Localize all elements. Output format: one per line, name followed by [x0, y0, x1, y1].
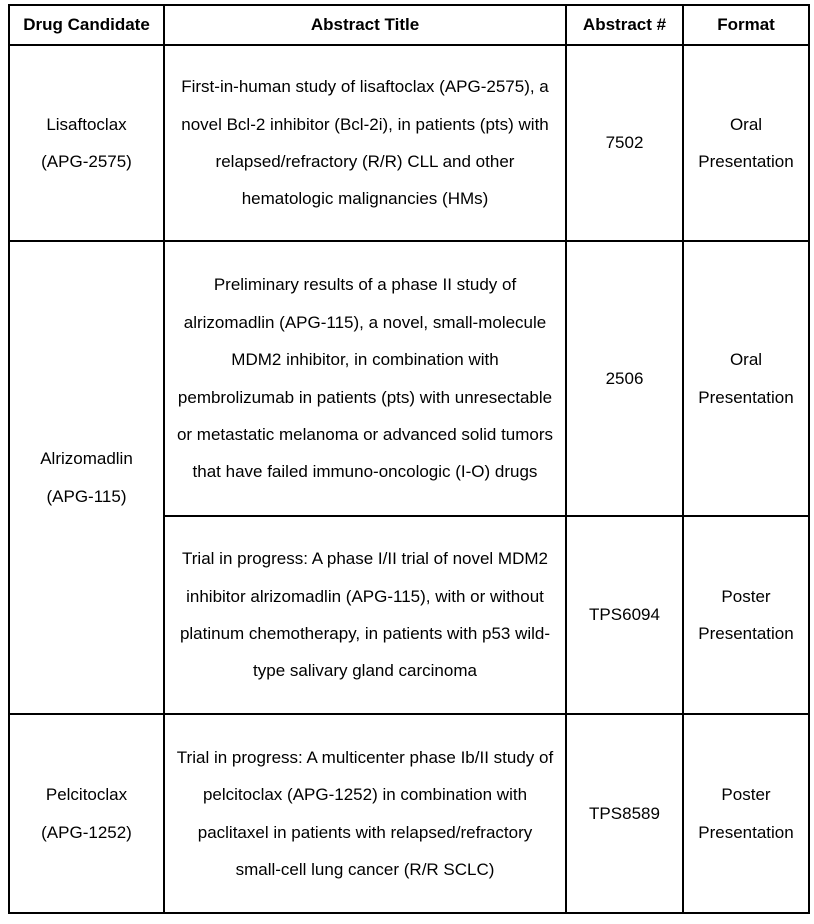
table-row	[9, 241, 809, 516]
abstract-number-cell: 2506	[566, 241, 683, 516]
format-cell: Oral Presentation	[683, 241, 809, 516]
abstract-title-cell: Trial in progress: A phase I/II trial of novel MDM2 inhibitor alrizomadlin (APG-115), with or without platinum chemotherapy, in patients with p53 wild-type salivary gland carcinoma	[164, 516, 566, 714]
table-row	[9, 45, 809, 241]
drug-candidate-cell	[9, 241, 164, 714]
drug-code: (APG-1252)	[41, 822, 132, 842]
header-row	[9, 5, 809, 45]
column-header-abstract-title: Abstract Title	[164, 5, 566, 45]
drug-code: (APG-115)	[46, 486, 127, 506]
drug-name: Lisaftoclax	[46, 114, 127, 134]
drug-name: Pelcitoclax	[45, 785, 128, 805]
column-header-abstract-number: Abstract #	[566, 5, 683, 45]
format-cell: Oral Presentation	[683, 45, 809, 241]
abstract-number-cell: 7502	[566, 45, 683, 241]
drug-name: Alrizomadlin	[40, 449, 133, 469]
abstract-number-cell: TPS6094	[566, 516, 683, 714]
abstract-number-cell: TPS8589	[566, 714, 683, 913]
abstract-title-cell: Trial in progress: A multicenter phase Ib/II study of pelcitoclax (APG-1252) in combination with paclitaxel in patients with relapsed/refractory small-cell lung cancer (R/R SCLC)	[164, 714, 566, 913]
drug-code: (APG-2575)	[41, 152, 132, 171]
abstract-title-cell: Preliminary results of a phase II study of alrizomadlin (APG-115), a novel, small-molecule MDM2 inhibitor, in combination with pembrolizumab in patients (pts) with unresectable or metastatic melanoma or advanced solid tumors that have failed immuno-oncologic (I-O) drugs	[164, 241, 566, 516]
format-cell: Poster Presentation	[683, 516, 809, 714]
table-row	[9, 714, 809, 913]
drug-candidate-cell	[9, 714, 164, 913]
abstract-title-cell: First-in-human study of lisaftoclax (APG-2575), a novel Bcl-2 inhibitor (Bcl-2i), in patients (pts) with relapsed/refractory (R/R) CLL and other hematologic malignancies (HMs)	[164, 45, 566, 241]
column-header-format: Format	[683, 5, 809, 45]
column-header-drug-candidate: Drug Candidate	[9, 5, 164, 45]
abstracts-table	[8, 4, 810, 914]
format-cell: Poster Presentation	[683, 714, 809, 913]
drug-candidate-cell	[9, 45, 164, 241]
